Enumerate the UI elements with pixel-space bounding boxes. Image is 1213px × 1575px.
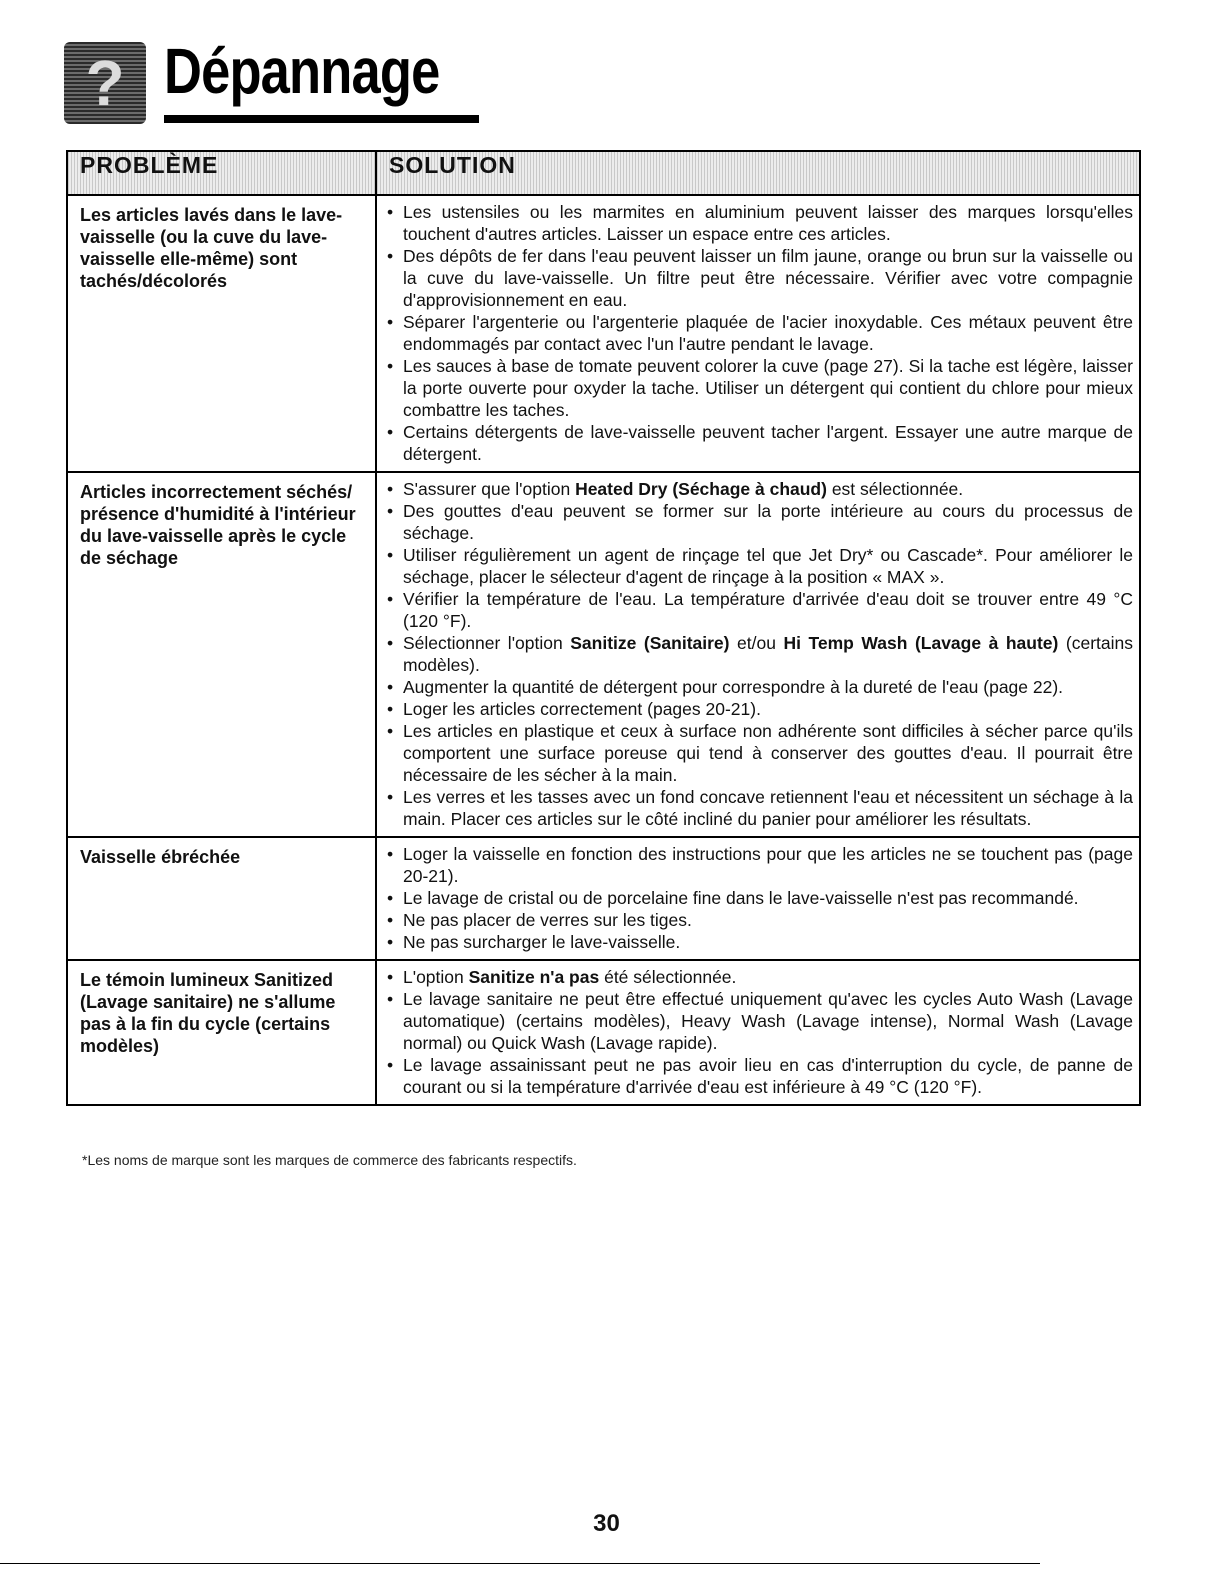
solution-text: Loger les articles correctement (pages 20-21).	[403, 699, 761, 719]
solution-list	[383, 201, 1133, 465]
solution-item	[383, 843, 1133, 887]
title-underline	[164, 115, 479, 123]
option-name: Hi Temp Wash (Lavage à haute)	[783, 633, 1059, 653]
solution-list	[383, 478, 1133, 830]
solution-item	[383, 966, 1133, 988]
solution-item	[383, 720, 1133, 786]
solution-text: Le lavage assainissant peut ne pas avoir lieu en cas d'interruption du cycle, de panne de courant ou si la température d'arrivée d'eau est inférieure à 49 °C (120 °F).	[403, 1055, 1133, 1097]
solution-item	[383, 245, 1133, 311]
column-header-solution: SOLUTION	[376, 151, 1140, 195]
solution-text: été sélectionnée.	[599, 967, 737, 987]
solution-text: est sélectionnée.	[826, 479, 964, 499]
solution-item	[383, 311, 1133, 355]
solution-text: Vérifier la température de l'eau. La température d'arrivée d'eau doit se trouver entre 49 °C (120 °F).	[403, 589, 1133, 631]
solution-item	[383, 988, 1133, 1054]
solution-text: Les verres et les tasses avec un fond concave retiennent l'eau et nécessitent un séchage à la main. Placer ces articles sur le côté incliné du panier pour améliorer les résultats.	[403, 787, 1133, 829]
solution-item	[383, 909, 1133, 931]
table-row	[67, 960, 1140, 1105]
solution-text: Des gouttes d'eau peuvent se former sur la porte intérieure au cours du processus de séchage.	[403, 501, 1133, 543]
table-body	[67, 195, 1140, 1105]
option-name: Heated Dry (Séchage à chaud)	[575, 479, 827, 499]
solution-text: Le lavage sanitaire ne peut être effectué uniquement qu'avec les cycles Auto Wash (Lavage automatique) (certains modèles), Heavy Wash (Lavage intense), Normal Wash (Lavage normal) ou Quick Wash (Lavage rapide).	[403, 989, 1133, 1053]
table-row	[67, 195, 1140, 472]
solution-text: Augmenter la quantité de détergent pour correspondre à la dureté de l'eau (page 22).	[403, 677, 1064, 697]
solution-list	[383, 966, 1133, 1098]
bottom-rule	[0, 1563, 1040, 1564]
solution-item	[383, 931, 1133, 953]
option-name: Sanitize n'a pas	[468, 967, 600, 987]
footnote: *Les noms de marque sont les marques de commerce des fabricants respectifs.	[82, 1152, 577, 1168]
solution-cell	[376, 960, 1140, 1105]
problem-cell: Le témoin lumineux Sanitized (Lavage sanitaire) ne s'allume pas à la fin du cycle (certains modèles)	[67, 960, 376, 1105]
solution-item	[383, 887, 1133, 909]
solution-item	[383, 676, 1133, 698]
solution-item	[383, 355, 1133, 421]
table-row	[67, 472, 1140, 837]
solution-text: Ne pas placer de verres sur les tiges.	[403, 910, 692, 930]
solution-item	[383, 478, 1133, 500]
solution-item	[383, 632, 1133, 676]
problem-cell: Articles incorrectement séchés/ présence d'humidité à l'intérieur du lave-vaisselle après le cycle de séchage	[67, 472, 376, 837]
solution-item	[383, 544, 1133, 588]
solution-list	[383, 843, 1133, 953]
solution-text: Les sauces à base de tomate peuvent colorer la cuve (page 27). Si la tache est légère, laisser la porte ouverte pour oxyder la tache. Utiliser un détergent qui contient du chlore pour mieux combattre les taches.	[403, 356, 1133, 420]
solution-text: Sélectionner l'option	[403, 633, 571, 653]
solution-text: Ne pas surcharger le lave-vaisselle.	[403, 932, 681, 952]
solution-text: Les ustensiles ou les marmites en aluminium peuvent laisser des marques lorsqu'elles touchent d'autres articles. Laisser un espace entre ces articles.	[403, 202, 1133, 244]
solution-item	[383, 201, 1133, 245]
page-number: 30	[593, 1510, 620, 1537]
solution-text: Certains détergents de lave-vaisselle peuvent tacher l'argent. Essayer une autre marque de détergent.	[403, 422, 1133, 464]
table-row	[67, 837, 1140, 960]
solution-item	[383, 1054, 1133, 1098]
page-title: Dépannage	[164, 35, 440, 107]
solution-text: (certains modèles).	[403, 633, 1134, 675]
solution-item	[383, 500, 1133, 544]
solution-text: Utiliser régulièrement un agent de rinçage tel que Jet Dry* ou Cascade*. Pour améliorer le séchage, placer le sélecteur d'agent de rinçage à la position « MAX ».	[403, 545, 1133, 587]
question-mark-icon: ?	[64, 42, 146, 124]
solution-item	[383, 786, 1133, 830]
solution-text: et/ou	[729, 633, 784, 653]
solution-text: Le lavage de cristal ou de porcelaine fine dans le lave-vaisselle n'est pas recommandé.	[403, 888, 1079, 908]
solution-text: Séparer l'argenterie ou l'argenterie plaquée de l'acier inoxydable. Ces métaux peuvent être endommagés par contact avec l'un l'autre pendant le lavage.	[403, 312, 1133, 354]
solution-cell	[376, 472, 1140, 837]
solution-text: L'option	[403, 967, 469, 987]
solution-cell	[376, 195, 1140, 472]
column-header-problem: PROBLÈME	[67, 151, 376, 195]
solution-text: S'assurer que l'option	[403, 479, 576, 499]
solution-text: Les articles en plastique et ceux à surface non adhérente sont difficiles à sécher parce qu'ils comportent une surface poreuse qui tend à conserver des gouttes d'eau. Il pourrait être nécessaire de les sécher à la main.	[403, 721, 1133, 785]
solution-text: Loger la vaisselle en fonction des instructions pour que les articles ne se touchent pas (page 20-21).	[403, 844, 1133, 886]
solution-item	[383, 421, 1133, 465]
solution-text: Des dépôts de fer dans l'eau peuvent laisser un film jaune, orange ou brun sur la vaisselle ou la cuve du lave-vaisselle. Un filtre peut être nécessaire. Vérifier avec votre compagnie d'approvisionnement en eau.	[403, 246, 1133, 310]
table-header-row	[67, 151, 1140, 195]
solution-item	[383, 588, 1133, 632]
solution-item	[383, 698, 1133, 720]
troubleshooting-table	[66, 150, 1141, 1106]
problem-cell: Les articles lavés dans le lave-vaisselle (ou la cuve du lave-vaisselle elle-même) sont tachés/décolorés	[67, 195, 376, 472]
solution-cell	[376, 837, 1140, 960]
problem-cell: Vaisselle ébréchée	[67, 837, 376, 960]
option-name: Sanitize (Sanitaire)	[570, 633, 730, 653]
